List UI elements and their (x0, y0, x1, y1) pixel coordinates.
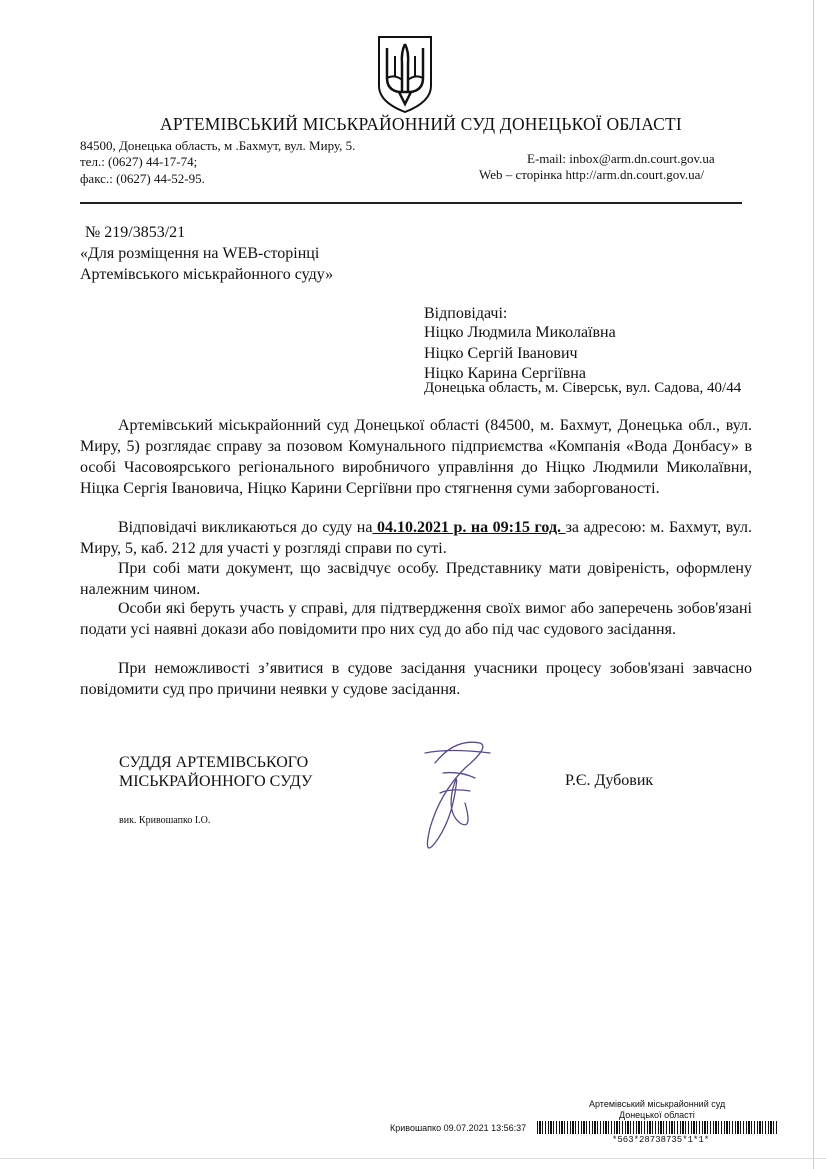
barcode-code: *563*28738735*1*1* (612, 1135, 710, 1145)
footer-court-line2: Донецької області (619, 1110, 695, 1120)
body-paragraph-3: При собі мати документ, що засвідчує особу. Представнику мати довіреність, оформлену належним чином. (80, 560, 752, 598)
court-website: Web – сторінка http://arm.dn.court.gov.ua/ (479, 167, 705, 182)
footer-court-line1: Артемівський міськрайонний суд (589, 1099, 726, 1109)
handwritten-signature (395, 733, 505, 873)
body-paragraph-2 (80, 517, 752, 559)
recipient-address: Донецька область, м. Сіверськ, вул. Садова, 40/44 (424, 380, 742, 396)
court-name: АРТЕМІВСЬКИЙ МІСЬКРАЙОННИЙ СУД ДОНЕЦЬКОЇ ОБЛАСТІ (160, 114, 682, 134)
header-divider (80, 202, 742, 204)
judge-name: Р.Є. Дубовик (565, 772, 654, 789)
case-number: № 219/3853/21 (85, 224, 186, 241)
body-paragraph-1: Артемівський міськрайонний суд Донецької області (84500, м. Бахмут, Донецька обл., вул. Миру, 5) розглядає справу за позовом Комунального підприємства «Компанія «Вода Донбасу» в особі Часовоярського регіонального виробничого управління до Ніцко Людмили Миколаївни, Ніцка Сергія Івановича, Ніцко Карини Сергіївни про стягнення суми заборгованості. (80, 417, 752, 497)
coat-of-arms-icon (375, 34, 435, 114)
recipient-name: Ніцко Карина Сергіївна (424, 365, 586, 382)
scan-edge (813, 0, 814, 1169)
summons-text: Відповідачі викликаються до суду на (118, 519, 373, 536)
court-phone: тел.: (0627) 44-17-74; (80, 154, 198, 169)
court-fax: факс.: (0627) 44-52-95. (80, 171, 205, 186)
web-note-line1: «Для розміщення на WEB-сторінці (80, 245, 320, 262)
court-email: E-mail: inbox@arm.dn.court.gov.ua (527, 151, 715, 166)
court-address: 84500, Донецька область, м .Бахмут, вул. Миру, 5. (80, 138, 356, 153)
judge-title-line1: СУДДЯ АРТЕМІВСЬКОГО (119, 754, 309, 771)
web-note-line2: Артемівського міськрайонного суду» (80, 266, 334, 283)
recipient-name: Ніцко Сергій Іванович (424, 345, 578, 362)
document-stamp: Кривошапко 09.07.2021 13:56:37 (390, 1123, 527, 1133)
barcode (537, 1121, 777, 1134)
recipient-name: Ніцко Людмила Миколаївна (424, 324, 616, 341)
executor-name: вик. Кривошапко І.О. (119, 815, 211, 826)
scan-edge (0, 1158, 826, 1159)
recipients-label: Відповідачі: (424, 305, 508, 322)
body-paragraph-4: Особи які беруть участь у справі, для підтвердження своїх вимог або заперечень зобов'язані подати усі наявні докази або повідомити про них суд до або під час судового засідання. (80, 600, 752, 638)
judge-title-line2: МІСЬКРАЙОННОГО СУДУ (119, 773, 313, 790)
hearing-datetime: 04.10.2021 р. на 09:15 год. (372, 519, 566, 536)
hearing-address: за адресою: м. Бахмут, вул. Миру, 5, каб. 212 для участі у розгляді справи по суті. (80, 519, 752, 557)
body-paragraph-5: При неможливості з’явитися в судове засідання учасники процесу зобов'язані завчасно повідомити суд про причини неявки у судове засідання. (80, 660, 752, 698)
